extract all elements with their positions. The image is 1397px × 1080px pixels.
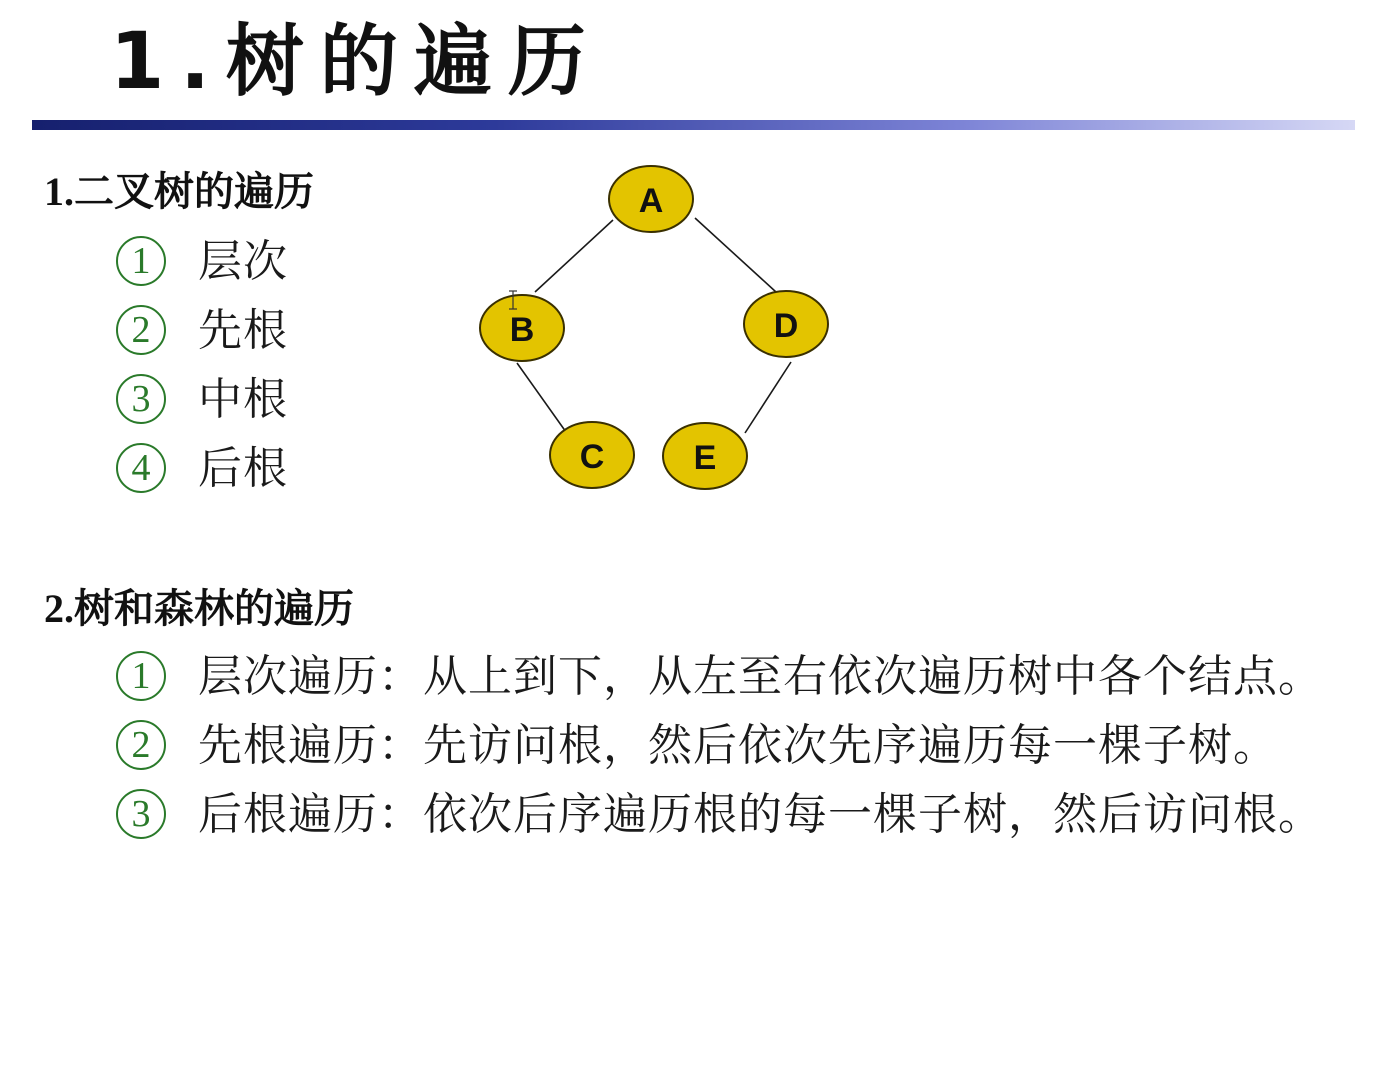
section2-item-text: 先根遍历：先访问根，然后依次先序遍历每一棵子树。	[198, 720, 1278, 771]
section2-number: 2.	[44, 586, 74, 631]
section2-item-1	[116, 649, 1323, 705]
section1-item-text: 中根	[198, 374, 288, 425]
section2-title: 树和森林的遍历	[74, 585, 354, 632]
section2-heading	[44, 583, 354, 635]
node-label: B	[509, 311, 535, 349]
slide-title: 1.树的遍历	[110, 17, 602, 107]
tree-node-a	[609, 166, 693, 232]
section2-item-text: 层次遍历：从上到下，从左至右依次遍历树中各个结点。	[198, 651, 1323, 702]
circled-number-icon: 2	[116, 720, 166, 770]
tree-node-c	[550, 422, 634, 488]
tree-node-d	[744, 291, 828, 357]
tree-edge-b-c	[517, 363, 566, 432]
section1-item-text: 先根	[198, 305, 288, 356]
tree-edge-d-e	[745, 362, 791, 433]
tree-node-e	[663, 423, 747, 489]
section1-item-text: 后根	[198, 443, 288, 494]
node-label: A	[638, 182, 664, 220]
node-label: E	[693, 439, 717, 477]
circled-number-icon: 1	[116, 236, 166, 286]
tree-edge-a-b	[535, 220, 613, 292]
section2-item-3	[116, 787, 1323, 843]
circled-number-icon: 2	[116, 305, 166, 355]
circled-number-icon: 3	[116, 789, 166, 839]
node-label: D	[773, 307, 799, 345]
circled-number-icon: 1	[116, 651, 166, 701]
node-label: C	[579, 438, 605, 476]
circled-number-icon: 4	[116, 443, 166, 493]
tree-node-b	[480, 295, 564, 361]
section2-item-text: 后根遍历：依次后序遍历根的每一棵子树，然后访问根。	[198, 789, 1323, 840]
section1-title: 二叉树的遍历	[74, 168, 314, 215]
circled-number-icon: 3	[116, 374, 166, 424]
tree-edge-a-d	[695, 218, 776, 292]
section1-item-text: 层次	[198, 236, 288, 287]
section2-item-2	[116, 718, 1278, 774]
section1-number: 1.	[44, 169, 74, 214]
